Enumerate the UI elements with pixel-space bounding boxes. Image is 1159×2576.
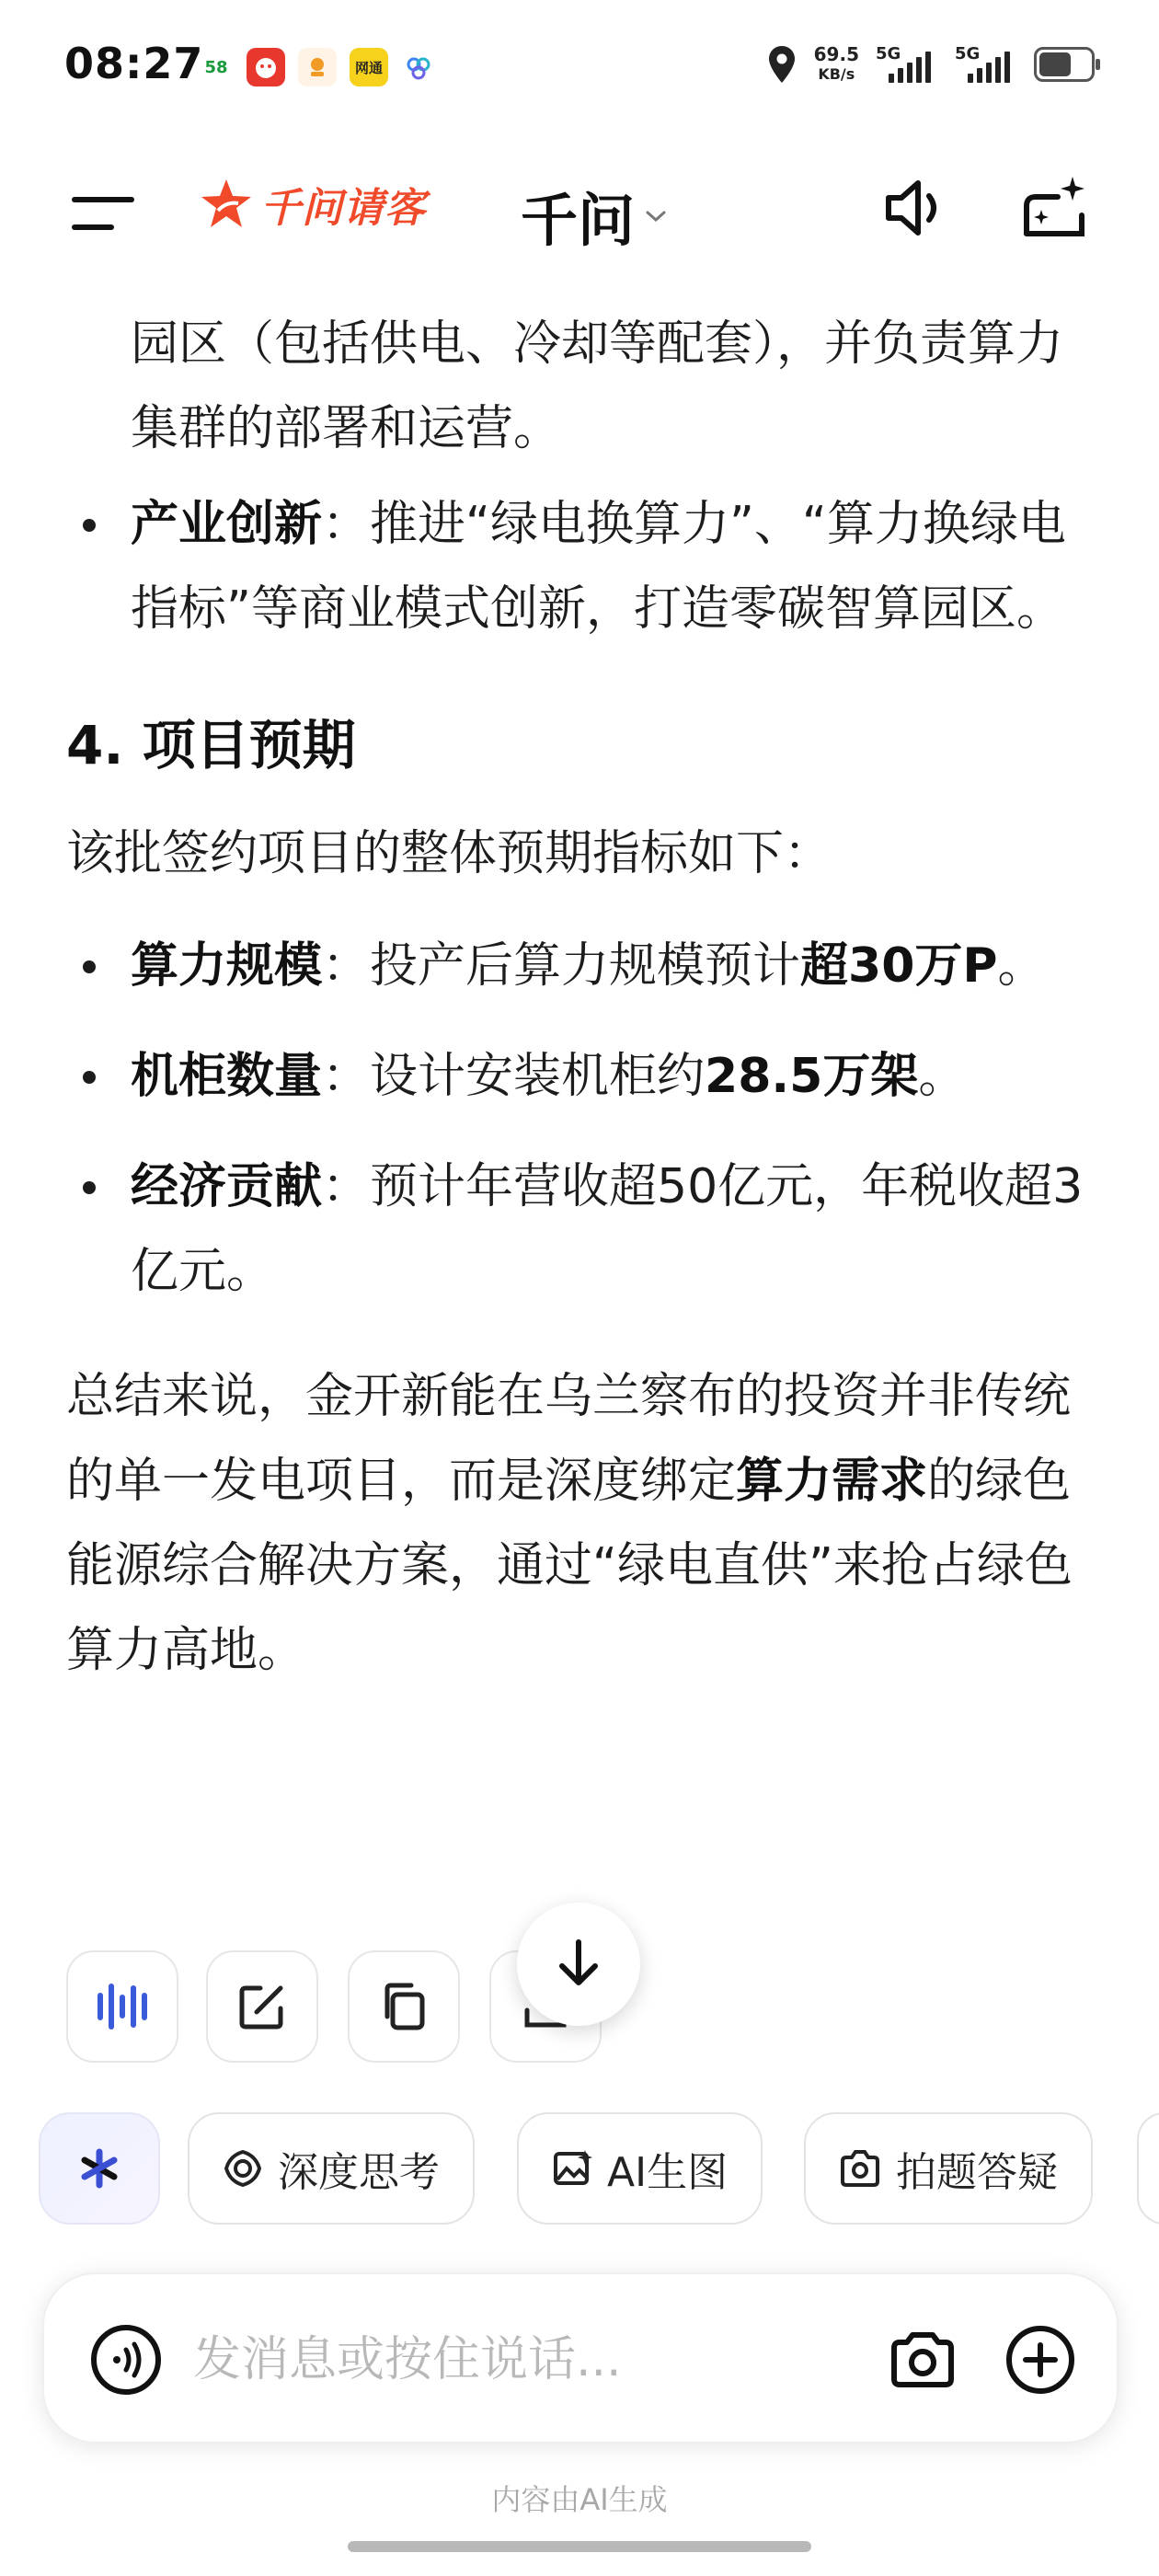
add-attachment-button[interactable] — [1001, 2320, 1080, 2399]
chip-more[interactable] — [1137, 2112, 1159, 2225]
promo-logo-text: 千问请客 — [260, 185, 426, 232]
camera-plus-icon — [839, 2148, 881, 2189]
signal-strength-icon: 5G — [876, 46, 938, 83]
ai-generated-note: 内容由AI生成 — [491, 2482, 668, 2517]
camera-button[interactable] — [883, 2320, 962, 2399]
message-paragraph: 园区（包括供电、冷却等配套），并负责算力集群的部署和运营。 — [131, 316, 1064, 456]
list-item: 机柜数量：设计安装机柜约28.5万架。 — [66, 1034, 1106, 1119]
promo-logo[interactable] — [198, 175, 426, 234]
speaker-icon — [883, 176, 953, 240]
menu-icon[interactable] — [72, 195, 134, 232]
signal-strength-icon: 5G — [955, 46, 1017, 83]
plus-circle-icon — [1001, 2320, 1080, 2399]
speaker-button[interactable] — [881, 171, 955, 245]
chevron-down-icon — [644, 209, 668, 224]
brand-star-icon — [198, 176, 255, 233]
new-chat-button[interactable] — [1017, 171, 1091, 245]
status-time: 08:27 — [64, 39, 204, 88]
message-input[interactable] — [191, 2322, 894, 2398]
audio-wave-icon — [95, 1981, 150, 2032]
app-notification-icon: 网通 — [350, 48, 388, 86]
list-item: 经济贡献：预计年营收超50亿元，年税收超3亿元。 — [66, 1144, 1106, 1314]
image-icon — [552, 2148, 592, 2189]
app-title: 千问 — [521, 187, 636, 254]
battery-icon — [1034, 47, 1095, 82]
location-icon — [766, 44, 798, 85]
edit-button[interactable] — [206, 1950, 318, 2063]
camera-icon — [883, 2320, 962, 2399]
app-notification-icon — [298, 48, 337, 86]
voice-read-button[interactable] — [66, 1950, 178, 2063]
app-notification-icon — [399, 48, 438, 86]
list-item: 算力规模：投产后算力规模预计超30万P。 — [66, 924, 1106, 1008]
model-selector[interactable] — [521, 175, 668, 257]
copy-button[interactable] — [348, 1950, 460, 2063]
copy-icon — [380, 1982, 428, 2031]
app-notification-icon — [247, 48, 285, 86]
chip-deep-think[interactable]: 深度思考 — [188, 2112, 475, 2225]
list-item: 产业创新：推进“绿电换算力”、“算力换绿电指标”等商业模式创新，打造零碳智算园区。 — [66, 482, 1106, 651]
chip-photo-question[interactable]: 拍题答疑 — [804, 2112, 1093, 2225]
brain-icon — [223, 2148, 263, 2189]
scroll-to-bottom-button[interactable] — [517, 1903, 640, 2026]
voice-input-button[interactable] — [88, 2322, 164, 2398]
network-speed: 69.5 KB/s — [813, 43, 859, 83]
home-indicator[interactable] — [348, 2541, 811, 2552]
assistant-message — [66, 302, 1106, 1693]
asterisk-icon — [77, 2146, 121, 2191]
summary-paragraph: 总结来说，金开新能在乌兰察布的投资并非传统的单一发电项目，而是深度绑定算力需求的绿色能源综合解决方案，通过“绿电直供”来抢占绿色算力高地。 — [66, 1369, 1073, 1678]
status-icons — [766, 44, 1095, 85]
message-paragraph: 该批签约项目的整体预期指标如下： — [66, 826, 832, 881]
message-composer — [42, 2272, 1119, 2444]
chip-ai-image[interactable]: AI生图 — [517, 2112, 763, 2225]
sparkle-chat-icon — [1017, 173, 1091, 243]
voice-wave-icon — [88, 2322, 164, 2398]
edit-icon — [238, 1983, 286, 2030]
section-heading: 4. 项目预期 — [66, 714, 356, 776]
quick-action-button[interactable] — [39, 2112, 160, 2225]
app-58-notification-icon: 58 — [204, 57, 228, 77]
arrow-down-icon — [555, 1937, 602, 1992]
